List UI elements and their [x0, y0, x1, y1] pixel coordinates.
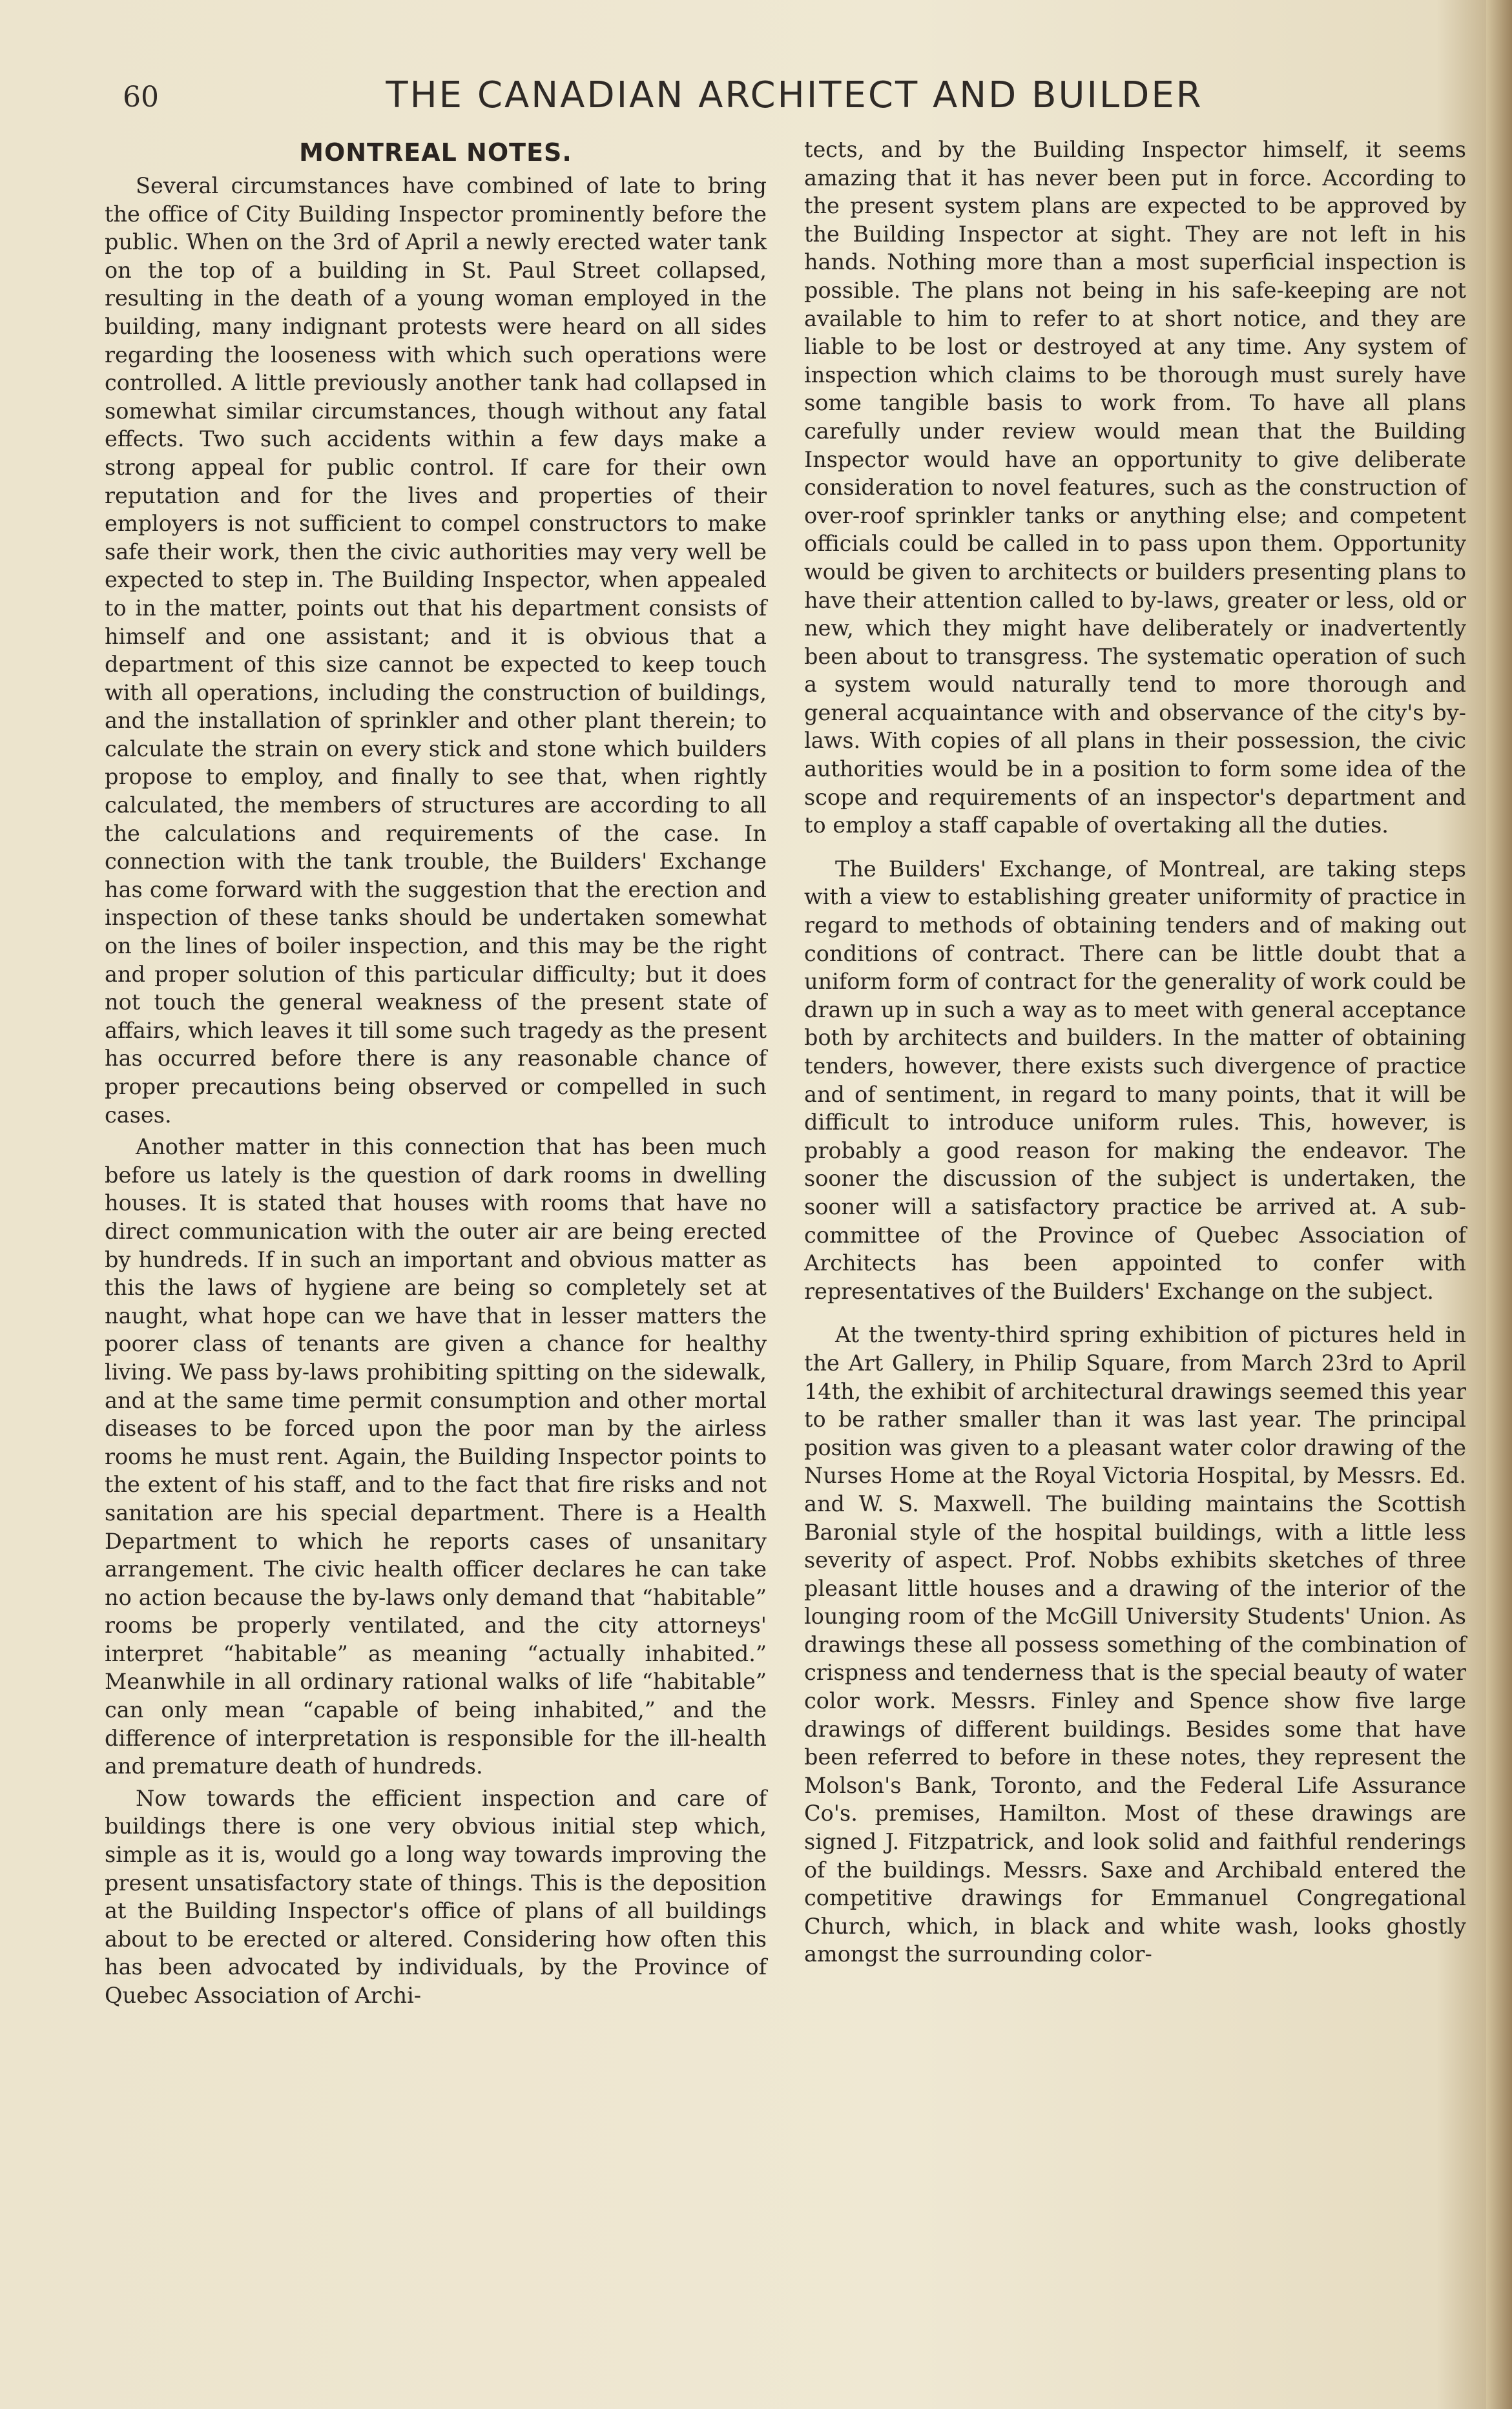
- paragraph: Several circumstances have combined of late to bring the office of City Building Inspector prominently before the public. When on the 3rd of April a newly erected water tank on the top of a building in St. Paul Street collapsed, resulting in the death of a young woman employed in the building, many indignant protests were heard on all sides regarding the looseness with which such operations were controlled. A little previously another tank had collapsed in somewhat similar circumstances, though without any fatal effects. Two such accidents within a few days make a strong appeal for public control. If care for their own reputation and for the lives and properties of their employers is not sufficient to compel constructors to make safe their work, then the civic authorities may very well be expected to step in. The Building Inspector, when appealed to in the matter, points out that his department consists of himself and one assistant; and it is obvious that a department of this size cannot be expected to keep touch with all operations, including the construction of buildings, and the installation of sprinkler and other plant therein; to calculate the strain on every stick and stone which builders propose to employ, and finally to see that, when rightly calculated, the members of structures are according to all the calculations and requirements of the case. In connection with the tank trouble, the Builders' Exchange has come forward with the suggestion that the erection and inspection of these tanks should be undertaken somewhat on the lines of boiler inspection, and this may be the right and proper solution of this particular difficulty; but it does not touch the general weakness of the present state of affairs, which leaves it till some such tragedy as the present has occurred before there is any reasonable chance of proper precautions being observed or compelled in such cases.: [105, 173, 767, 1128]
- right-column: [804, 136, 1466, 2377]
- page-number: 60: [123, 81, 159, 114]
- running-head: [123, 74, 1466, 132]
- binding-edge: [1486, 0, 1512, 2409]
- paragraph: The Builders' Exchange, of Montreal, are taking steps with a view to establishing greater uniformity of practice in regard to methods of obtaining tenders and of making out conditions of contract. There can be little doubt that a uniform form of contract for the generality of work could be drawn up in such a way as to meet with general acceptance both by architects and builders. In the matter of obtaining tenders, however, there exists such divergence of practice and of sentiment, in regard to many points, that it will be difficult to introduce uniform rules. This, however, is probably a good reason for making the endeavor. The sooner the discussion of the subject is undertaken, the sooner will a satisfactory practice be arrived at. A sub-committee of the Province of Quebec Association of Architects has been appointed to confer with representatives of the Builders' Exchange on the subject.: [804, 856, 1466, 1304]
- journal-title: THE CANADIAN ARCHITECT AND BUILDER: [386, 74, 1203, 116]
- paragraph: Now towards the efficient inspection and care of buildings there is one very obvious initial step which, simple as it is, would go a long way towards improving the present unsatisfactory state of things. This is the deposition at the Building Inspector's office of plans of all buildings about to be erected or altered. Considering how often this has been advocated by individuals, by the Province of Quebec Association of Archi-: [105, 1785, 767, 2008]
- paragraph: Another matter in this connection that has been much before us lately is the question of dark rooms in dwelling houses. It is stated that houses with rooms that have no direct communication with the outer air are being erected by hundreds. If in such an important and obvious matter as this the laws of hygiene are being so completely set at naught, what hope can we have that in lesser matters the poorer class of tenants are given a chance for healthy living. We pass by-laws prohibiting spitting on the sidewalk, and at the same time permit consumption and other mortal diseases to be forced upon the poor man by the airless rooms he must rent. Again, the Building Inspector points to the extent of his staff, and to the fact that fire risks and not sanitation are his special department. There is a Health Department to which he reports cases of unsanitary arrangement. The civic health officer declares he can take no action because the by-laws only demand that “habitable” rooms be properly ventilated, and the city attorneys' interpret “habitable” as meaning “actually inhabited.” Meanwhile in all ordinary rational walks of life “habitable” can only mean “capable of being inhabited,” and the difference of interpretation is responsible for the ill-health and premature death of hundreds.: [105, 1134, 767, 1779]
- article-title: MONTREAL NOTES.: [299, 138, 572, 167]
- left-column: [105, 136, 767, 2377]
- paragraph: tects, and by the Building Inspector himself, it seems amazing that it has never been put in force. According to the present system plans are expected to be approved by the Building Inspector at sight. They are not left in his hands. Nothing more than a most superficial inspection is possible. The plans not being in his safe-keeping are not available to him to refer to at short notice, and they are liable to be lost or destroyed at any time. Any system of inspection which claims to be thorough must surely have some tangible basis to work from. To have all plans carefully under review would mean that the Building Inspector would have an opportunity to give deliberate consideration to novel features, such as the construction of over-roof sprinkler tanks or anything else; and competent officials could be called in to pass upon them. Opportunity would be given to architects or builders presenting plans to have their attention called to by-laws, greater or less, old or new, which they might have deliberately or inadvertently been about to transgress. The systematic operation of such a system would naturally tend to more thorough and general acquaintance with and observance of the city's by-laws. With copies of all plans in their possession, the civic authorities would be in a position to form some idea of the scope and requirements of an inspector's department and to employ a staff capable of overtaking all the duties.: [804, 137, 1466, 838]
- paragraph: At the twenty-third spring exhibition of pictures held in the Art Gallery, in Philip Square, from March 23rd to April 14th, the exhibit of architectural drawings seemed this year to be rather smaller than it was last year. The principal position was given to a pleasant water color drawing of the Nurses Home at the Royal Victoria Hospital, by Messrs. Ed. and W. S. Maxwell. The building maintains the Scottish Baronial style of the hospital buildings, with a little less severity of aspect. Prof. Nobbs exhibits sketches of three pleasant little houses and a drawing of the interior of the lounging room of the McGill University Students' Union. As drawings these all possess something of the combination of crispness and tenderness that is the special beauty of water color work. Messrs. Finley and Spence show five large drawings of different buildings. Besides some that have been referred to before in these notes, they represent the Molson's Bank, Toronto, and the Federal Life Assurance Co's. premises, Hamilton. Most of these drawings are signed J. Fitzpatrick, and look solid and faithful renderings of the buildings. Messrs. Saxe and Archibald entered the competitive drawings for Emmanuel Congregational Church, which, in black and white wash, looks ghostly amongst the surrounding color-: [804, 1322, 1466, 1967]
